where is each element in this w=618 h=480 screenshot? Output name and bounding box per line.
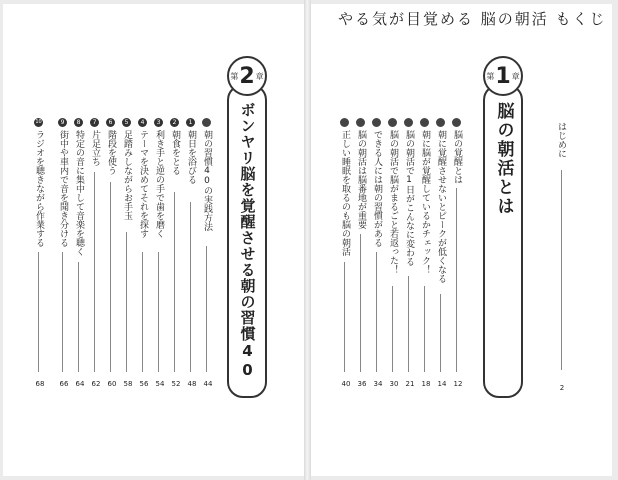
entry-page-number: 40: [341, 380, 351, 388]
entry-title: 朝日を浴びる: [186, 130, 196, 184]
bullet-icon: [372, 118, 381, 127]
leader-line: [94, 172, 95, 372]
entry-page-number: 54: [155, 380, 165, 388]
toc-entry[interactable]: [388, 118, 400, 394]
toc-entry[interactable]: [356, 118, 368, 394]
number-bullet-icon: 8: [74, 118, 83, 127]
chapter2-title: ボンヤリ脳を覚醒させる朝の習慣40: [238, 102, 257, 380]
bullet-icon: [340, 118, 349, 127]
bullet-icon: [404, 118, 413, 127]
entry-page-number: 58: [123, 380, 133, 388]
toc-entry[interactable]: [122, 118, 134, 394]
entry-page-number: 62: [91, 380, 101, 388]
toc-intro[interactable]: [556, 122, 568, 394]
entry-page-number: 48: [187, 380, 197, 388]
number-bullet-icon: 7: [90, 118, 99, 127]
toc-entry[interactable]: [436, 118, 448, 394]
intro-label: はじめに: [556, 122, 566, 158]
toc-entry[interactable]: [372, 118, 384, 394]
bullet-icon: [202, 118, 211, 127]
entry-page-number: 64: [75, 380, 85, 388]
toc-entry[interactable]: [90, 118, 102, 394]
entry-page-number: 12: [453, 380, 463, 388]
leader-line: [561, 170, 562, 370]
entry-page-number: 14: [437, 380, 447, 388]
chapter1-number: 1: [495, 63, 511, 89]
leader-line: [126, 232, 127, 372]
number-bullet-icon: 2: [170, 118, 179, 127]
entry-page-number: 30: [389, 380, 399, 388]
toc-entry[interactable]: [58, 118, 70, 394]
toc-entry[interactable]: [106, 118, 118, 394]
leader-line: [110, 182, 111, 372]
chapter1-title: 脳の朝活とは: [493, 102, 514, 216]
chapter2-number: 2: [239, 63, 255, 89]
entry-title: できる人には朝の習慣がある: [372, 130, 382, 247]
book-gutter: [304, 0, 311, 480]
toc-entry[interactable]: [138, 118, 150, 394]
entry-page-number: 44: [203, 380, 213, 388]
toc-entry[interactable]: [404, 118, 416, 394]
leader-line: [344, 262, 345, 372]
bullet-icon: [420, 118, 429, 127]
entry-title: 朝に覚醒させないとピークが低くなる: [436, 130, 446, 283]
entry-page-number: 56: [139, 380, 149, 388]
entry-page-number: 66: [59, 380, 69, 388]
leader-line: [190, 202, 191, 372]
leader-line: [142, 252, 143, 372]
entry-title: テーマを決めてそれを探す: [138, 130, 148, 238]
entry-title: 朝に脳が覚醒しているかチェック！: [420, 130, 430, 274]
toc-entry[interactable]: [420, 118, 432, 394]
entry-title: 正しい睡眠を取るのも脳の朝活: [340, 130, 350, 256]
chapter2-badge: [227, 56, 267, 96]
bullet-icon: [388, 118, 397, 127]
intro-page-number: 2: [559, 384, 565, 392]
entry-page-number: 18: [421, 380, 431, 388]
number-bullet-icon: 4: [138, 118, 147, 127]
leader-line: [440, 294, 441, 372]
leader-line: [62, 252, 63, 372]
entry-title: 片足立ち: [90, 130, 100, 166]
entry-page-number: 34: [373, 380, 383, 388]
leader-line: [206, 246, 207, 372]
chapter1-suffix: 章: [511, 71, 520, 81]
entry-title: 特定の音に集中して音楽を聴く: [74, 130, 84, 256]
entry-title: 朝食をとる: [170, 130, 180, 175]
toc-entry[interactable]: [74, 118, 86, 394]
number-bullet-icon: 1: [186, 118, 195, 127]
leader-line: [78, 262, 79, 372]
entry-title: 階段を使う: [106, 130, 116, 175]
bullet-icon: [356, 118, 365, 127]
entry-title: 朝の習慣40の実践方法: [202, 130, 212, 231]
number-bullet-icon: 6: [106, 118, 115, 127]
entry-title: ラジオを聴きながら作業する: [34, 130, 44, 247]
bullet-icon: [452, 118, 461, 127]
toc-entry[interactable]: [340, 118, 352, 394]
entry-page-number: 68: [35, 380, 45, 388]
toc-entry[interactable]: [154, 118, 166, 394]
leader-line: [392, 286, 393, 372]
entry-page-number: 36: [357, 380, 367, 388]
number-bullet-icon: 10: [35, 119, 42, 125]
entry-page-number: 52: [171, 380, 181, 388]
chapter2-prefix: 第: [230, 71, 239, 81]
chapter2-title-box: [227, 84, 267, 398]
number-bullet-icon: 3: [154, 118, 163, 127]
bullet-icon: [436, 118, 445, 127]
entry-title: 街中や車内で音を聞き分ける: [58, 130, 68, 247]
leader-line: [456, 188, 457, 372]
toc-entry[interactable]: [186, 118, 198, 394]
book-title: やる気が目覚める 脳の朝活 もくじ: [338, 10, 607, 28]
toc-entry[interactable]: [452, 118, 464, 394]
leader-line: [424, 286, 425, 372]
toc-entry[interactable]: [202, 118, 214, 394]
entry-page-number: 21: [405, 380, 415, 388]
entry-title: 脳の朝活で1日がこんなに変わる: [404, 130, 414, 266]
leader-line: [158, 252, 159, 372]
entry-page-number: 60: [107, 380, 117, 388]
number-bullet-icon: 9: [58, 118, 67, 127]
entry-title: 利き手と逆の手で歯を磨く: [154, 130, 164, 238]
toc-entry[interactable]: [170, 118, 182, 394]
entry-title: 脳の覚醒とは: [452, 130, 462, 184]
chapter2-suffix: 章: [255, 71, 264, 81]
leader-line: [376, 252, 377, 372]
entry-title: 脳の朝活は脳番地が重要: [356, 130, 366, 229]
entry-title: 脳の朝活で脳がまるごと若返った！: [388, 130, 398, 274]
entry-title: 足踏みしながらお手玉: [122, 130, 132, 220]
leader-line: [174, 192, 175, 372]
number-bullet-icon: 5: [122, 118, 131, 127]
leader-line: [408, 276, 409, 372]
chapter1-prefix: 第: [486, 71, 495, 81]
toc-entry[interactable]: [34, 118, 46, 394]
chapter1-title-box: [483, 84, 523, 398]
leader-line: [38, 252, 39, 372]
chapter1-badge: [483, 56, 523, 96]
leader-line: [360, 234, 361, 372]
